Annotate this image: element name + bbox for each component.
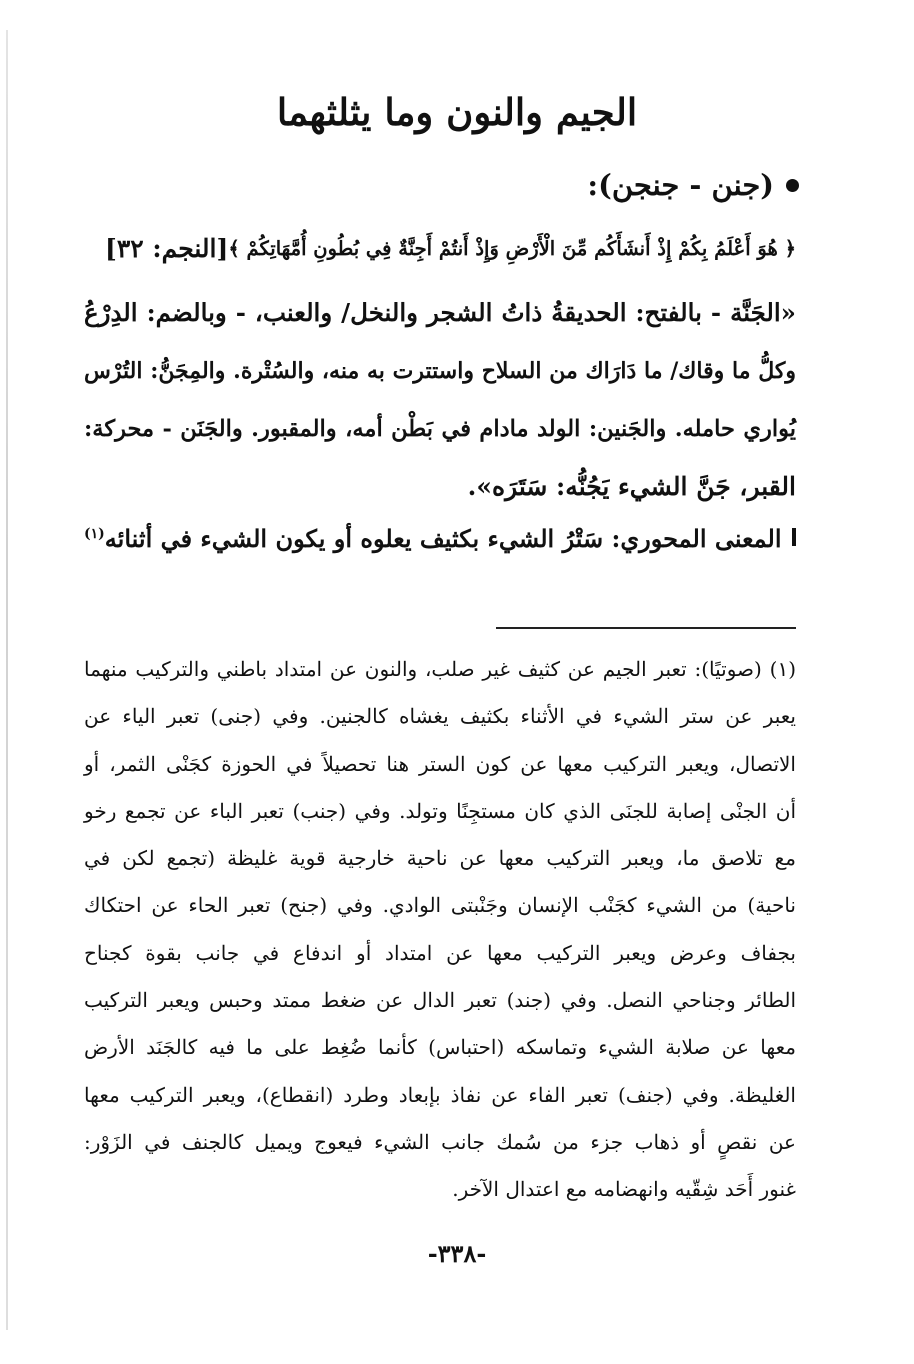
footnote-line: الطائر وجناحي النصل. وفي (جند) تعبر الدال عن ضغط ممتد وحبس ويعبر التركيب bbox=[84, 988, 796, 1013]
footnote-marker[interactable]: (١) bbox=[84, 526, 105, 542]
core-meaning-text bbox=[84, 508, 782, 565]
core-meaning-body: المعنى المحوري: سَتْرُ الشيء بكثيف يعلوه أو يكون الشيء في أثنائه bbox=[104, 524, 782, 553]
footnote-divider bbox=[496, 627, 796, 629]
footnote-line: عن نقصٍ أو ذهاب جزء من سُمك جانب الشيء فيعوج ويميل كالجنف في الزَوْر: bbox=[84, 1129, 796, 1154]
footnote-block bbox=[84, 646, 796, 1214]
footnote-line: يعبر عن ستر الشيء في الأثناء بكثيف يغشاه كالجنين. وفي (جنى) تعبر الياء عن bbox=[84, 704, 796, 729]
page-number: -٣٣٨- bbox=[427, 1239, 487, 1268]
definition-line: القبر، جَنَّ الشيء يَجُنُّه: سَتَرَه». bbox=[467, 472, 796, 501]
footnote-line: غنور أَحَد شِقّيه وانهضامه مع اعتدال الآخر. bbox=[452, 1177, 796, 1202]
scan-edge-shadow bbox=[6, 30, 8, 1330]
footnote-line: (١) (صوتيًا): تعبر الجيم عن كثيف غير صلب، والنون عن امتداد باطني والتركيب منهما bbox=[84, 657, 796, 681]
definition-line: وكلُّ ما وقاك/ ما دَارَاك من السلاح واستترت به منه، والسُتْرة. والمِجَنُّ: التُرْس bbox=[84, 358, 796, 384]
bullet-dot-icon bbox=[786, 179, 799, 192]
core-meaning-line bbox=[84, 508, 796, 565]
quran-verse-line bbox=[106, 222, 796, 276]
quran-verse-text: ﴿ هُوَ أَعْلَمُ بِكُمْ إِذْ أَنشَأَكُم مِّنَ الْأَرْضِ وَإِذْ أَنتُمْ أَجِنَّةٌ فِي بُطُونِ أُمَّهَاتِكُمْ ﴾ bbox=[228, 237, 796, 260]
footnote-line: أن الجنْى إصابة للجنَى الذي كان مستجِنًا وتولد. وفي (جنب) تعبر الباء عن تجمع رخو bbox=[84, 798, 796, 823]
entry-root-label: (جنن - جنجن): bbox=[587, 168, 774, 202]
footnote-line: مع تلاصق ما، ويعبر التركيب معها عن ناحية خارجية قوية غليظة (تجمع لكن في bbox=[84, 846, 796, 871]
footnote-line: الغليظة. وفي (جنف) تعبر الفاء عن نفاذ بإبعاد وطرد (انقطاع)، ويعبر التركيب معها bbox=[84, 1082, 796, 1107]
square-checkbox-icon bbox=[792, 528, 796, 546]
definition-line: يُواري حامله. والجَنين: الولد مادام في بَطْن أمه، والمقبور. والجَنَن - محركة: bbox=[84, 416, 796, 442]
lexical-definition bbox=[84, 284, 796, 516]
footnote-line: بجفاف وعرض ويعبر التركيب معها عن امتداد أو اندفاع في جانب بقوة كجناح bbox=[84, 940, 796, 965]
definition-line: «الجَنَّة - بالفتح: الحديقةُ ذاتُ الشجر والنخل/ والعنب، - وبالضم: الدِرْعُ bbox=[84, 298, 796, 327]
footnote-line: ناحية) من الشيء كجَنْب الإنسان وجَنْبتى الوادي. وفي (جنح) تعبر الحاء عن احتكاك bbox=[84, 893, 796, 918]
footnote-line: الاتصال، ويعبر التركيب معها عن كون الستر هنا تحصيلاً في الحوزة كجَنْى الثمر، أو bbox=[84, 751, 796, 776]
footnote-line: معها عن صلابة الشيء وتماسكه (احتباس) كأنما ضُغِط على ما فيه كالجَنَد الأرض bbox=[84, 1035, 796, 1060]
entry-heading bbox=[587, 160, 799, 210]
section-title: الجيم والنون وما يثلثهما bbox=[276, 90, 638, 134]
verse-reference: [النجم: ٣٢] bbox=[104, 234, 229, 263]
